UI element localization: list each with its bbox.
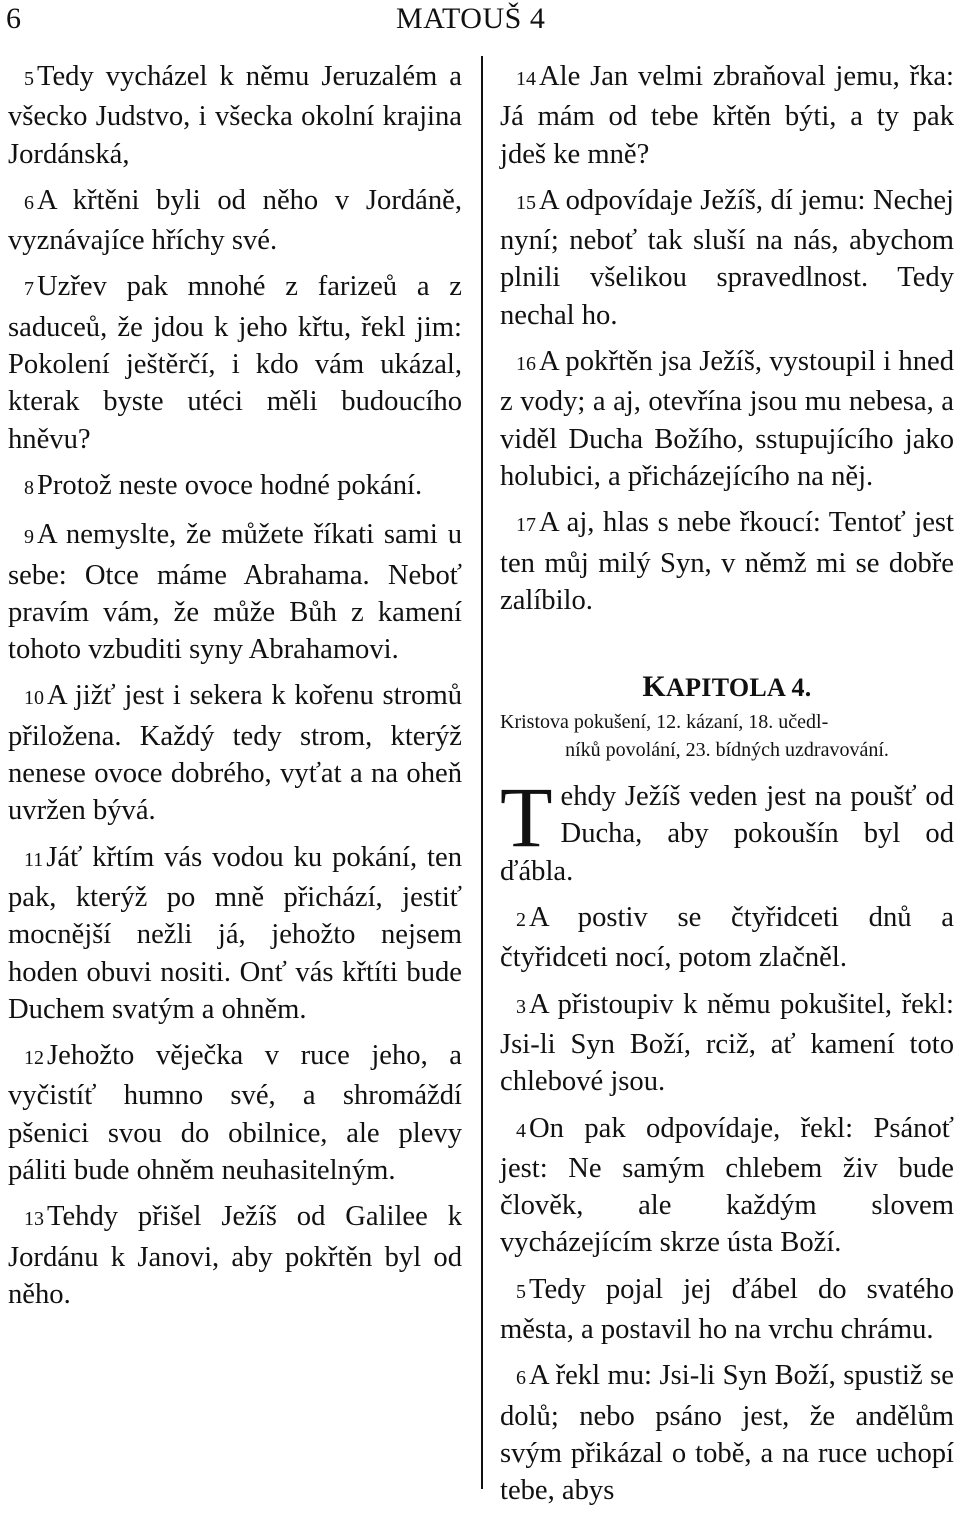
verse-text: ehdy Ježíš veden jest na poušť od Ducha, aby pokoušín byl od ďábla. [500, 781, 954, 887]
verse [500, 58, 954, 173]
verse [500, 504, 954, 619]
page-number: 6 [6, 2, 21, 35]
verse-text: Jáť křtím vás vodou ku pokání, ten pak, kterýž po mně přichází, jestiť mocnější nežli já, jehožto nejsem hoden obuvi nositi. Onť vás křtíti bude Duchem svatým a ohněm. [8, 841, 462, 1025]
chapter-summary-line-1: Kristova pokušení, 12. kázaní, 18. učedl- [500, 711, 829, 734]
verse-text: A aj, hlas s nebe řkoucí: Tentoť jest ten můj milý Syn, v němž mi se dobře zalíbilo. [500, 507, 954, 616]
verse-number: 17 [516, 514, 536, 537]
verse [500, 343, 954, 495]
verse-number: 2 [516, 909, 526, 932]
verse [500, 1271, 954, 1349]
verse-text: Tedy pojal jej ďábel do svatého města, a postavil ho na vrchu chrámu. [500, 1273, 954, 1346]
verse-text: A nemyslte, že můžete říkati sami u sebe: Otce máme Abrahama. Neboť pravím vám, že může Bůh z kamení tohoto vzbuditi syny Abrahamovi. [8, 519, 462, 666]
right-column [500, 58, 954, 1519]
verse-text: A postiv se čtyřidceti dnů a čtyřidceti nocí, potom zlačněl. [500, 902, 954, 974]
verse-text: A jižť jest i sekera k kořenu stromů přiložena. Každý tedy strom, kterýž nenese ovoce dobrého, vyťat a na oheň uvržen bývá. [8, 680, 462, 827]
verse-text: A pokřtěn jsa Ježíš, vystoupil i hned z vody; a aj, otevřína jsou mu nebesa, a viděl Ducha Božího, sstupujícího jako holubici, a přicházejícího na něj. [500, 346, 954, 492]
column-divider [481, 56, 483, 1489]
drop-cap: T [500, 769, 553, 866]
verse [8, 467, 462, 507]
verse-number: 9 [24, 526, 34, 549]
verse-text: On pak odpovídaje, řekl: Psánoť jest: Ne samým chlebem živ bude člověk, ale každým slovem vycházejícím skrze ústa Boží. [500, 1112, 954, 1259]
verse [8, 516, 462, 668]
verse [8, 182, 462, 260]
verse [8, 677, 462, 829]
verse-text: A přistoupiv k němu pokušitel, řekl: Jsi-li Syn Boží, rciž, ať kamení toto chlebové jsou. [500, 988, 954, 1098]
verse [8, 268, 462, 457]
verse-text: Tehdy přišel Ježíš od Galilee k Jordánu k Janovi, aby pokřtěn byl od něho. [8, 1201, 462, 1310]
verse-text: Uzřev pak mnohé z farizeů a z saduceů, že jdou k jeho křtu, řekl jim: Pokolení ještěrčí, i kdo vám ukázal, kterak byste utéci měli budoucího hněvu? [8, 271, 462, 455]
chapter-summary-line-2: níků povolání, 23. bídných uzdravování. [565, 739, 889, 762]
verse-number: 12 [24, 1047, 44, 1070]
verse-number: 4 [516, 1119, 526, 1142]
verse-text: Tedy vycházel k němu Jeruzalém a všecko Judstvo, i všecka okolní krajina Jordánská, [8, 61, 462, 170]
verse-number: 14 [516, 68, 536, 90]
verse [500, 986, 954, 1101]
verse-text: Ale Jan velmi zbraňoval jemu, řka: Já mám od tebe křtěn býti, a ty pak jdeš ke mně? [500, 61, 954, 170]
verse-text: Jehožto věječka v ruce jeho, a vyčistíť humno své, a shromáždí pšenici svou do obilnice, ale plevy páliti bude ohněm neuhasitelným. [8, 1040, 462, 1187]
chapter-first-verse [500, 769, 954, 890]
verse-number: 16 [516, 353, 536, 376]
page-header [0, 0, 960, 48]
chapter-title [500, 671, 954, 704]
verse [8, 839, 462, 1028]
left-column [8, 58, 462, 1322]
verse-number: 11 [24, 848, 44, 871]
verse-number: 15 [516, 191, 536, 214]
verse-number: 3 [516, 995, 526, 1018]
verse-number: 8 [24, 476, 34, 499]
verse [500, 1357, 954, 1509]
verse-number: 5 [24, 68, 34, 90]
verse [500, 182, 954, 334]
verse-text: Protož neste ovoce hodné pokání. [37, 469, 423, 501]
verse [500, 1110, 954, 1262]
running-title: MATOUŠ 4 [396, 2, 546, 35]
verse-number: 6 [24, 191, 34, 214]
verse-number: 13 [24, 1208, 44, 1231]
verse-number: 6 [516, 1367, 526, 1390]
chapter-title-initial: K [642, 670, 667, 704]
verse-number: 5 [516, 1280, 526, 1303]
verse [8, 1037, 462, 1189]
verse-text: A křtěni byli od něho v Jordáně, vyznávajíce hříchy své. [8, 184, 462, 257]
verse [8, 1198, 462, 1313]
chapter-title-rest: APITOLA 4. [666, 673, 812, 703]
verse-text: A řekl mu: Jsi-li Syn Boží, spustiž se dolů; nebo psáno jest, že andělům svým přikázal o tobě, a na ruce uchopí tebe, abys [500, 1360, 954, 1507]
verse-text: A odpovídaje Ježíš, dí jemu: Nechej nyní; neboť tak sluší na nás, abychom plnili všelikou spravedlnost. Tedy nechal ho. [500, 184, 954, 331]
chapter-summary [500, 708, 954, 764]
verse [500, 899, 954, 977]
verse-number: 7 [24, 278, 34, 301]
verse [8, 58, 462, 173]
verse-number: 10 [24, 687, 44, 710]
